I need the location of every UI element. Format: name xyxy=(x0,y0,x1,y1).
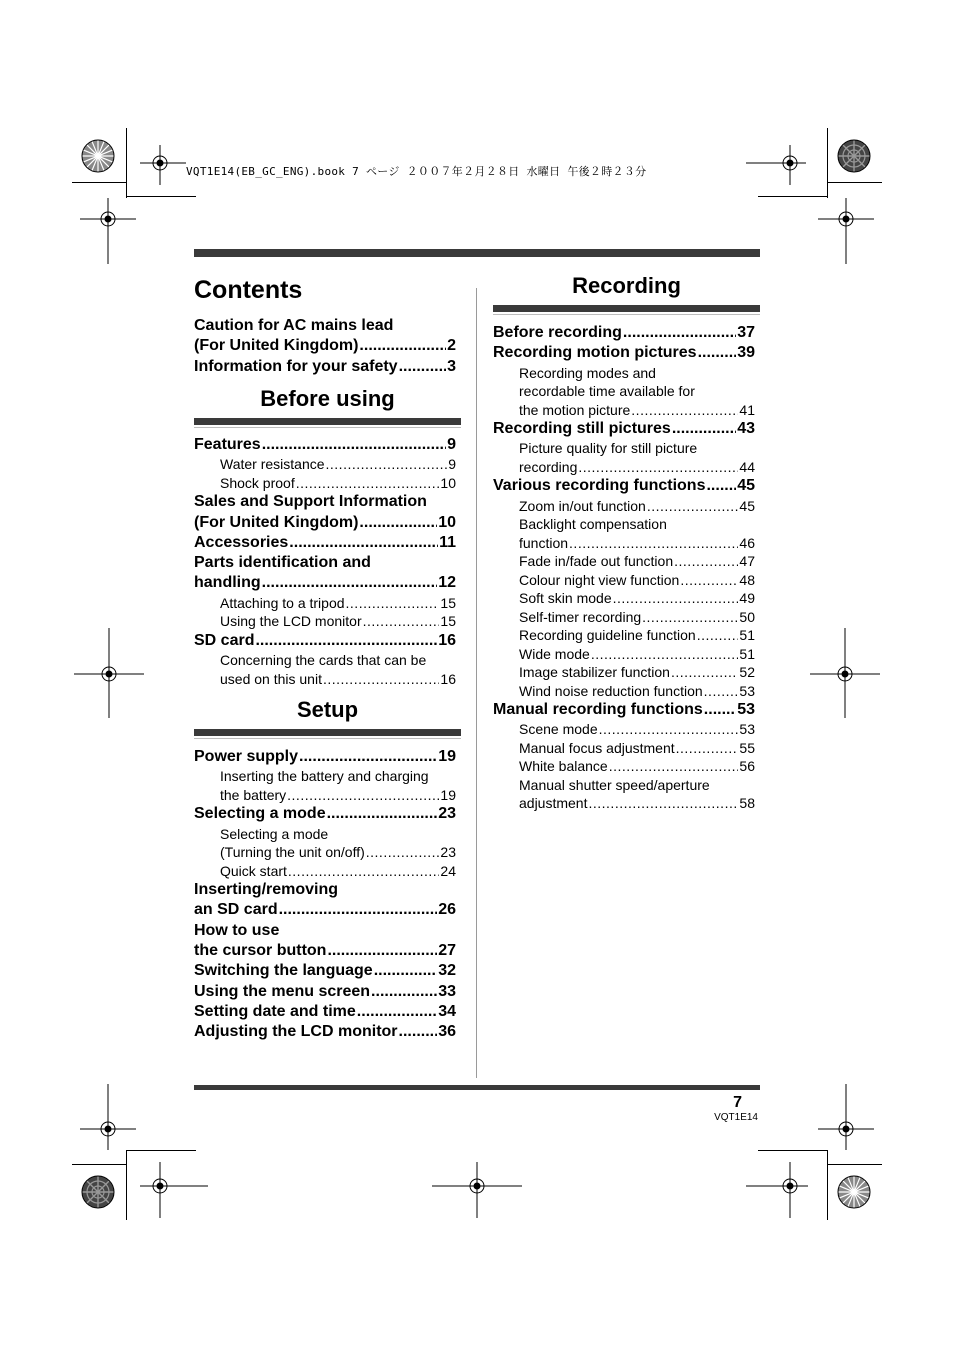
toc-entry-backlight-end[interactable]: function ..... 46 xyxy=(493,534,755,553)
toc-entry-manual-recording[interactable]: Manual recording functions ..... 53 xyxy=(493,700,755,720)
toc-entry-selecting-mode-sub[interactable]: Selecting a mode xyxy=(220,825,329,842)
color-wheel-mark-bottom-right xyxy=(836,1174,872,1210)
left-column xyxy=(194,276,456,305)
section-heading-setup: Setup xyxy=(296,697,359,722)
toc-entry-lcd-monitor[interactable]: Using the LCD monitor ..... 15 xyxy=(194,612,456,631)
toc-entry-cards-usable-end[interactable]: used on this unit ..... 16 xyxy=(194,670,456,689)
toc-entry-accessories[interactable]: Accessories ..... 11 xyxy=(194,533,456,553)
toc-entry-tripod[interactable]: Attaching to a tripod ..... 15 xyxy=(194,594,456,613)
toc-entry-parts-identification[interactable]: Parts identification and xyxy=(194,554,371,572)
toc-entry-unit-on-off[interactable]: (Turning the unit on/off) ..... 23 xyxy=(194,843,456,862)
setup-list xyxy=(194,747,456,1042)
registration-mark-icon xyxy=(746,1162,808,1218)
color-wheel-mark-bottom-left xyxy=(80,1174,116,1210)
toc-entry-cursor-button[interactable]: the cursor button ..... 27 xyxy=(194,941,456,961)
toc-entry-white-balance[interactable]: White balance ..... 56 xyxy=(493,757,755,776)
toc-entry-wide-mode[interactable]: Wide mode ..... 51 xyxy=(493,645,755,664)
toc-entry-sales-support-uk[interactable]: (For United Kingdom) ..... 10 xyxy=(194,513,456,533)
recording-list xyxy=(493,323,755,813)
toc-entry-battery[interactable]: Inserting the battery and charging xyxy=(220,768,429,785)
toc-entry-date-time[interactable]: Setting date and time ..... 34 xyxy=(194,1002,456,1022)
toc-entry-cards-usable[interactable]: Concerning the cards that can be xyxy=(220,652,427,669)
toc-entry-soft-skin[interactable]: Soft skin mode ..... 49 xyxy=(493,589,755,608)
registration-mark-icon xyxy=(746,145,806,185)
section-heading-before-using: Before using xyxy=(260,386,395,411)
toc-entry-menu-screen[interactable]: Using the menu screen ..... 33 xyxy=(194,982,456,1002)
toc-entry-shutter-aperture[interactable]: Manual shutter speed/aperture xyxy=(519,776,710,793)
registration-mark-icon xyxy=(80,198,136,264)
toc-entry-shutter-aperture-end[interactable]: adjustment ..... 58 xyxy=(493,794,755,813)
toc-entry-wind-noise[interactable]: Wind noise reduction function ..... 53 xyxy=(493,682,755,701)
toc-entry-picture-quality-end[interactable]: recording ..... 44 xyxy=(493,458,755,477)
toc-entry-power-supply[interactable]: Power supply ..... 19 xyxy=(194,747,456,767)
toc-entry-caution[interactable]: Caution for AC mains lead xyxy=(194,317,394,334)
column-divider xyxy=(476,288,477,1078)
top-rule xyxy=(194,249,760,257)
toc-entry-sd-card-insert[interactable]: an SD card ..... 26 xyxy=(194,900,456,920)
intro-list xyxy=(194,316,456,377)
registration-mark-icon xyxy=(818,198,874,264)
print-header: VQT1E14(EB_GC_ENG).book 7 ページ ２００７年２月２８日 水曜日 午後２時２３分 xyxy=(186,165,647,178)
toc-entry-selecting-mode[interactable]: Selecting a mode ..... 23 xyxy=(194,804,456,824)
toc-entry-picture-quality[interactable]: Picture quality for still picture xyxy=(519,440,698,457)
registration-mark-icon xyxy=(74,628,144,718)
toc-entry-guideline[interactable]: Recording guideline function ..... 51 xyxy=(493,626,755,645)
toc-entry-water-resistance[interactable]: Water resistance ..... 9 xyxy=(194,455,456,474)
toc-entry-various-functions[interactable]: Various recording functions ..... 45 xyxy=(493,476,755,496)
toc-entry-language[interactable]: Switching the language ..... 32 xyxy=(194,961,456,981)
toc-entry-inserting-removing[interactable]: Inserting/removing xyxy=(194,881,339,899)
toc-entry-fade[interactable]: Fade in/fade out function ..... 47 xyxy=(493,552,755,571)
registration-mark-icon xyxy=(140,1162,208,1218)
toc-entry-zoom[interactable]: Zoom in/out function ..... 45 xyxy=(493,497,755,516)
toc-entry-adjust-lcd[interactable]: Adjusting the LCD monitor ..... 36 xyxy=(194,1022,456,1042)
toc-entry-manual-focus[interactable]: Manual focus adjustment ..... 55 xyxy=(493,739,755,758)
toc-entry-sd-card[interactable]: SD card ..... 16 xyxy=(194,631,456,651)
toc-entry-colour-night[interactable]: Colour night view function ..... 48 xyxy=(493,571,755,590)
toc-entry-shock-proof[interactable]: Shock proof ..... 10 xyxy=(194,474,456,493)
toc-entry-scene-mode[interactable]: Scene mode ..... 53 xyxy=(493,720,755,739)
toc-entry-self-timer[interactable]: Self-timer recording ..... 50 xyxy=(493,608,755,627)
toc-entry-how-to-use[interactable]: How to use xyxy=(194,921,280,939)
toc-entry-backlight[interactable]: Backlight compensation xyxy=(519,516,667,533)
section-heading-recording: Recording xyxy=(572,273,681,298)
bottom-rule xyxy=(194,1085,760,1090)
toc-entry-features[interactable]: Features ..... 9 xyxy=(194,435,456,455)
section-rule xyxy=(493,305,760,312)
toc-entry-motion-pictures[interactable]: Recording motion pictures ..... 39 xyxy=(493,343,755,363)
color-wheel-mark-top-left xyxy=(80,138,116,174)
registration-mark-icon xyxy=(818,1084,874,1150)
toc-entry-sales-support[interactable]: Sales and Support Information xyxy=(194,493,427,511)
before-using-list xyxy=(194,435,456,688)
color-wheel-mark-top-right xyxy=(836,138,872,174)
model-code: VQT1E14 xyxy=(714,1112,758,1123)
toc-entry-safety[interactable]: Information for your safety ..... 3 xyxy=(194,357,456,377)
toc-entry-motion-picture-sub[interactable]: the motion picture ..... 41 xyxy=(493,401,755,420)
registration-mark-icon xyxy=(432,1162,522,1218)
section-rule xyxy=(194,729,461,736)
registration-mark-icon xyxy=(140,145,186,185)
page-number: 7 xyxy=(733,1094,742,1111)
toc-entry-handling[interactable]: handling ..... 12 xyxy=(194,573,456,593)
toc-entry-before-recording[interactable]: Before recording ..... 37 xyxy=(493,323,755,343)
toc-entry-caution-uk[interactable]: (For United Kingdom) ..... 2 xyxy=(194,336,456,356)
toc-entry-recordable-time[interactable]: recordable time available for xyxy=(519,383,695,400)
registration-mark-icon xyxy=(80,1084,136,1150)
toc-entry-image-stabilizer[interactable]: Image stabilizer function ..... 52 xyxy=(493,663,755,682)
section-rule xyxy=(194,418,461,425)
toc-entry-quick-start[interactable]: Quick start ..... 24 xyxy=(194,862,456,881)
toc-entry-still-pictures[interactable]: Recording still pictures ..... 43 xyxy=(493,419,755,439)
toc-entry-recording-modes[interactable]: Recording modes and xyxy=(519,364,656,381)
page-title: Contents xyxy=(194,276,303,304)
toc-entry-battery-end[interactable]: the battery ..... 19 xyxy=(194,786,456,805)
registration-mark-icon xyxy=(810,628,880,718)
